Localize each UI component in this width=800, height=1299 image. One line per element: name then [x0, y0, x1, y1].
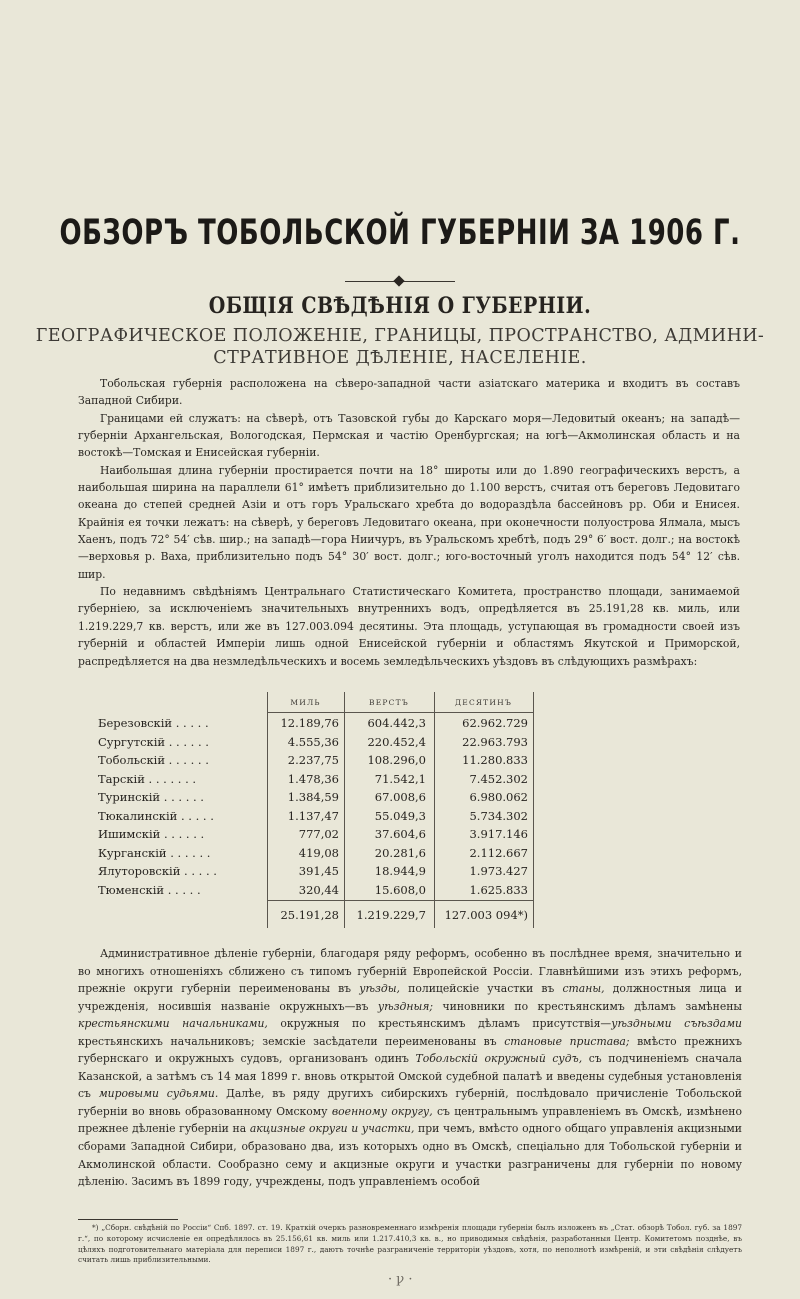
- footnote-rule: [78, 1219, 178, 1220]
- cell-des: 7.452.302: [469, 771, 528, 786]
- table-row: [78, 772, 638, 791]
- paragraph-location: Тобольская губернія расположена на сѣверо-западной части азіатскаго материка и входитъ въ составъ Западной Сибири.: [78, 377, 740, 408]
- table-total-row: [78, 908, 638, 927]
- subsection-title: ГЕОГРАФИЧЕСКОЕ ПОЛОЖЕНІЕ, ГРАНИЦЫ, ПРОСТРАНСТВО, АДМИНИ-СТРАТИВНОЕ ДѢЛЕНІЕ, НАСЕЛЕНІЕ.: [35, 326, 765, 368]
- paragraph-area: По недавнимъ свѣдѣніямъ Центральнаго Статистическаго Комитета, пространство площади, занимаемой губерніею, за исключеніемъ значительныхъ внутреннихъ водъ, опредѣляется въ 25.191,28 кв. миль, или 1.219.229,7 кв. верстъ, или же въ 127.003.094 десятины. Эта площадь, уступающая въ громадности своей изъ губерній и областей Имперіи лишь одной Енисейской губерніи и областямъ Якутской и Приморской, распредѣляется на два незмледѣльческихъ и восемь земледѣльческихъ уѣздовъ въ слѣдующихъ размѣрахъ:: [78, 585, 740, 668]
- col-header-mil: МИЛЬ: [290, 698, 321, 707]
- cell-verst: 20.281,6: [374, 845, 426, 860]
- title-ornament: [345, 276, 455, 286]
- uezd-name: Туринскій . . . . . .: [98, 790, 204, 804]
- table-row: [78, 753, 638, 772]
- cell-mil: 12.189,76: [280, 716, 339, 730]
- header-rule: [267, 712, 533, 713]
- cell-des: 1.625.833: [469, 882, 528, 897]
- uezd-name: Березовскій . . . . .: [98, 716, 209, 730]
- uezd-name: Тарскій . . . . . . .: [98, 771, 197, 786]
- cell-des: 62.962.729: [462, 716, 528, 730]
- total-mil: 25.191,28: [280, 908, 339, 922]
- intro-text: [78, 375, 740, 670]
- table-row: [78, 790, 638, 809]
- table-row: [78, 827, 638, 846]
- uezd-name: Тюкалинскій . . . . .: [98, 808, 214, 823]
- cell-mil: 1.478,36: [287, 771, 339, 786]
- footnote-text: *) „Сборн. свѣдѣній по Россіи“ Спб. 1897. ст. 19. Краткій очеркъ разновременнаго измѣренія площади губерніи былъ изложенъ въ „Стат. обзорѣ Тобол. губ. за 1897 г.“, по которому исчисленіе ея опредѣлялось въ 25.156,61 кв. миль или 1.217.410,3 кв. в., но приводимыя свѣдѣнія, разработанныя Центр. Комитетомъ позднѣе, въ цѣляхъ подготовительнаго матеріала для переписи 1897 г., даютъ точнѣе разграниченіе территоріи уѣздовъ, хотя, по неполнотѣ измѣреній, и эти свѣдѣнія слѣдуетъ считать лишь приблизительными.: [78, 1223, 742, 1265]
- cell-verst: 37.604,6: [374, 827, 426, 841]
- uezd-name: Тобольскій . . . . . .: [98, 753, 209, 767]
- cell-mil: 2.237,75: [287, 753, 339, 767]
- cell-verst: 604.442,3: [367, 716, 426, 730]
- total-verst: 1.219.229,7: [356, 908, 426, 922]
- cell-mil: 4.555,36: [287, 734, 339, 749]
- cell-verst: 108.296,0: [367, 753, 426, 767]
- uezd-name: Ялуторовскій . . . . .: [98, 864, 217, 878]
- cell-mil: 1.384,59: [287, 790, 339, 804]
- cell-mil: 320,44: [298, 882, 339, 897]
- cell-des: 2.112.667: [469, 845, 528, 860]
- paragraph-admin: Административное дѣленіе губерніи, благодаря ряду реформъ, особенно въ послѣднее время, значительно и во многихъ отношеніяхъ сближено съ типомъ губерній Европейской Россіи. Главнѣйшими изъ этихъ реформъ, прежніе округи губерніи переименованы въ уѣзды, полицейскіе участки въ станы, должностныя лица и учрежденія, носившія названіе окружныхъ—въ уѣздныя; чиновники по крестьянскимъ дѣламъ замѣнены крестьянскими начальниками, окружныя по крестьянскимъ дѣламъ присутствія—уѣздными съѣздами крестьянскихъ начальниковъ; земскіе засѣдатели переименованы въ становые пристава; вмѣсто прежнихъ губернскаго и окружныхъ судовъ, организованъ одинъ Тобольскій окружный судъ, съ подчиненіемъ сначала Казанской, а затѣмъ съ 14 мая 1899 г. вновь открытой Омской судебной палатѣ и введены судебныя установленія съ мировыми судьями. Далѣе, въ ряду другихъ сибирскихъ губерній, послѣдовало причисленіе Тобольской губерніи во вновь образованному Омскому военному округу, съ центральнымъ управленіемъ въ Омскѣ, измѣнено прежнее дѣленіе губерніи на акцизные округи и участки, при чемъ, вмѣсто одного общаго управленія акцизными сборами Западной Сибири, образовано два, изъ которыхъ одно въ Омскѣ, спеціально для Тобольской губерніи и Акмолинской области. Сообразно сему и акцизные округи и участки разграничены для губерніи по новому дѣленію. Засимъ въ 1899 году, учреждены, подъ управленіемъ особой: [78, 947, 743, 1189]
- cell-des: 6.980.062: [469, 790, 528, 804]
- uezd-name: Тюменскій . . . . .: [98, 882, 201, 897]
- cell-verst: 15.608,0: [374, 882, 426, 897]
- cell-des: 3.917.146: [469, 827, 528, 841]
- table-row: [78, 883, 638, 902]
- cell-verst: 18.944,9: [374, 864, 426, 878]
- col-header-verst: ВЕРСТЪ: [369, 698, 409, 707]
- cell-verst: 220.452,4: [367, 734, 426, 749]
- uezd-name: Сургутскій . . . . . .: [98, 734, 209, 749]
- paragraph-borders: Границами ей служатъ: на сѣверѣ, отъ Тазовской губы до Карскаго моря—Ледовитый океанъ; на западѣ—губерніи Архангельская, Вологодская, Пермская и частію Оренбургская; на югѣ—Акмолинская область и на востокѣ—Томская и Енисейская губерніи.: [78, 411, 740, 460]
- cell-verst: 55.049,3: [374, 808, 426, 823]
- ornament-diamond: [393, 275, 404, 286]
- table-row: [78, 809, 638, 828]
- table-row: [78, 846, 638, 865]
- cell-des: 1.973.427: [469, 864, 528, 878]
- table-row: [78, 864, 638, 883]
- cell-verst: 71.542,1: [374, 771, 426, 786]
- page-mark: · ꝩ ·: [388, 1272, 413, 1287]
- cell-des: 5.734.302: [469, 808, 528, 823]
- footnote: [78, 1223, 742, 1266]
- col-header-des: ДЕСЯТИНЪ: [454, 698, 512, 707]
- cell-mil: 777,02: [298, 827, 339, 841]
- table-row: [78, 735, 638, 754]
- area-table: [78, 692, 638, 932]
- cell-mil: 391,45: [298, 864, 339, 878]
- cell-mil: 419,08: [298, 845, 339, 860]
- admin-text: [78, 945, 742, 1191]
- cell-des: 11.280.833: [462, 753, 528, 767]
- page-title: ОБЗОРЪ ТОБОЛЬСКОЙ ГУБЕРНІИ ЗА 1906 Г.: [59, 212, 741, 254]
- cell-des: 22.963.793: [462, 734, 528, 749]
- uezd-name: Курганскій . . . . . .: [98, 845, 211, 860]
- paragraph-extent: Наибольшая длина губерніи простирается почти на 18° широты или до 1.890 географическихъ верстъ, а наибольшая ширина на параллели 61° имѣетъ приблизительно до 1.100 верстъ, считая отъ береговъ Ледовитаго океана до степей средней Азіи и отъ горъ Уральскаго хребта до водораздѣла бассейновъ рр. Оби и Енисея. Крайнія ея точки лежатъ: на сѣверѣ, у береговъ Ледовитаго океана, при оконечности полуострова Ялмала, мысъ Хаенъ, подъ 72° 54′ сѣв. шир.; на западѣ—гора Ниичуръ, въ Уральскомъ хребтѣ, подъ 29° 6′ вост. долг.; на востокѣ—верховья р. Ваха, приблизительно подъ 54° 30′ вост. долг.; юго-восточный уголъ находится подъ 54° 12′ сѣв. шир.: [78, 463, 740, 581]
- total-des: 127.003 094*): [444, 908, 528, 922]
- uezd-name: Ишимскій . . . . . .: [98, 827, 205, 841]
- cell-mil: 1.137,47: [287, 808, 339, 823]
- section-title: ОБЩІЯ СВѢДѢНІЯ О ГУБЕРНІИ.: [208, 292, 592, 320]
- table-row: [78, 716, 638, 735]
- cell-verst: 67.008,6: [374, 790, 426, 804]
